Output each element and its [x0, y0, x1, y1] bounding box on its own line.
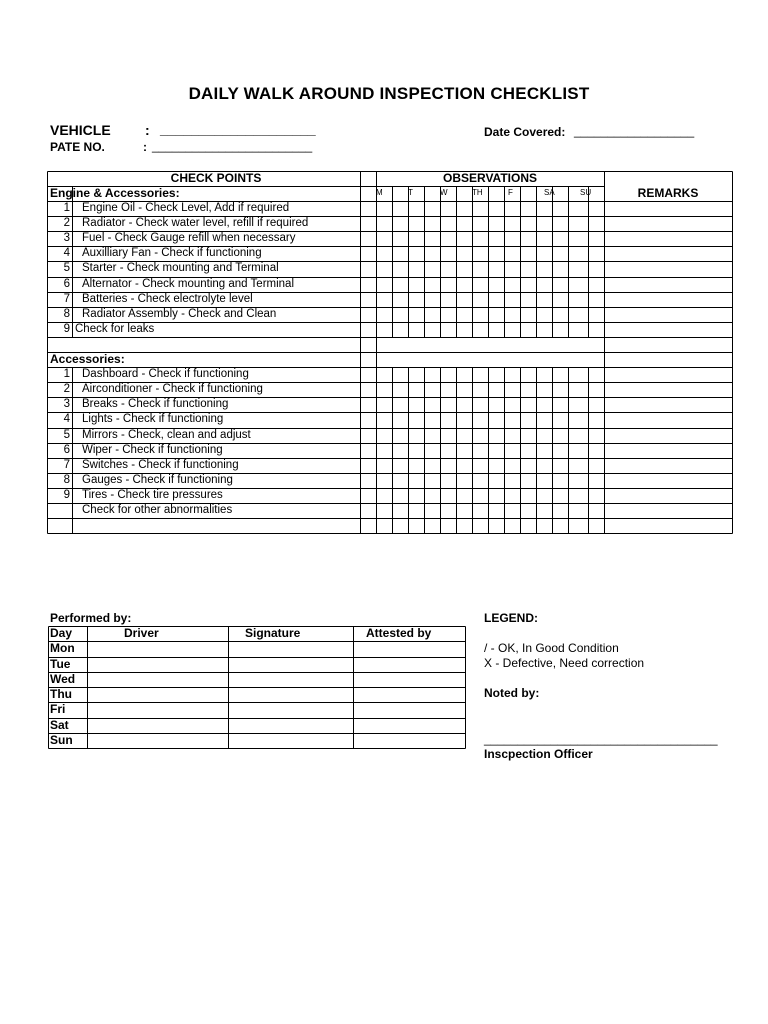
date-covered-field[interactable]: __________________: [574, 124, 695, 138]
checkpoint-item: Wiper - Check if functioning: [82, 444, 223, 456]
checkpoint-item: Mirrors - Check, clean and adjust: [82, 429, 251, 441]
checkpoint-item: Radiator Assembly - Check and Clean: [82, 308, 277, 320]
row-number: 4: [63, 247, 70, 259]
vehicle-label: VEHICLE: [50, 122, 111, 138]
row-number: 2: [63, 383, 70, 395]
pate-label: PATE NO.: [50, 140, 105, 154]
checkpoint-item: Dashboard - Check if functioning: [82, 368, 249, 380]
checkpoint-item: Lights - Check if functioning: [82, 413, 224, 425]
checkpoint-item: Starter - Check mounting and Terminal: [82, 262, 279, 274]
pate-field[interactable]: ________________________: [152, 139, 313, 153]
officer-signature-line[interactable]: ___________________________________: [484, 732, 718, 746]
row-number: 1: [63, 202, 70, 214]
performed-day-mon: Mon: [50, 641, 75, 655]
col-header-observations: OBSERVATIONS: [442, 171, 537, 185]
inspection-officer-label: Inscpection Officer: [484, 747, 593, 761]
row-number: 5: [63, 262, 70, 274]
vehicle-field[interactable]: ____________________: [160, 121, 316, 137]
date-covered-label: Date Covered:: [484, 125, 566, 139]
day-header-m: M: [376, 188, 383, 197]
row-number: 8: [63, 308, 70, 320]
row-number: 8: [63, 474, 70, 486]
day-header-su: SU: [580, 188, 592, 197]
performed-header-signature: Signature: [245, 626, 301, 640]
row-number: 9: [63, 489, 70, 501]
page-title: DAILY WALK AROUND INSPECTION CHECKLIST: [188, 84, 590, 103]
row-number: 2: [63, 217, 70, 229]
checkpoint-item: Engine Oil - Check Level, Add if required: [82, 202, 290, 214]
row-number: 3: [63, 232, 70, 244]
row-number: 1: [63, 368, 70, 380]
legend-ok: / - OK, In Good Condition: [484, 641, 619, 655]
legend-title: LEGEND:: [484, 611, 538, 625]
row-number: 7: [63, 459, 70, 471]
legend-defective: X - Defective, Need correction: [484, 656, 645, 670]
checkpoint-item: Radiator - Check water level, refill if required: [82, 217, 309, 229]
row-number: 7: [63, 293, 70, 305]
performed-by-title: Performed by:: [50, 611, 132, 625]
section-accessories-title: Accessories:: [50, 352, 125, 366]
checkpoint-item: Gauges - Check if functioning: [82, 474, 233, 486]
row-number: 9: [63, 323, 70, 335]
row-number: 6: [63, 444, 70, 456]
noted-by-label: Noted by:: [484, 686, 540, 700]
row-number: 5: [63, 429, 70, 441]
performed-day-sun: Sun: [50, 733, 73, 747]
day-header-th: TH: [472, 188, 483, 197]
performed-header-attested-by: Attested by: [366, 626, 432, 640]
col-header-checkpoints: CHECK POINTS: [170, 171, 262, 185]
checkpoint-item: Airconditioner - Check if functioning: [82, 383, 263, 395]
performed-header-driver: Driver: [124, 626, 159, 640]
vehicle-colon: :: [145, 122, 150, 138]
day-header-f: F: [508, 188, 513, 197]
checkpoint-item: Check for other abnormalities: [82, 504, 233, 516]
checkpoint-item: Switches - Check if functioning: [82, 459, 239, 471]
performed-day-sat: Sat: [50, 718, 69, 732]
day-header-w: W: [440, 188, 448, 197]
section-engine-title: Engine & Accessories:: [50, 186, 180, 200]
checkpoint-item: Batteries - Check electrolyte level: [82, 293, 253, 305]
checkpoint-item: Check for leaks: [75, 323, 155, 335]
checkpoint-item: Fuel - Check Gauge refill when necessary: [82, 232, 296, 244]
day-header-sa: SA: [544, 188, 555, 197]
performed-day-thu: Thu: [50, 687, 72, 701]
pate-colon: :: [143, 140, 147, 154]
checkpoint-item: Alternator - Check mounting and Terminal: [82, 278, 295, 290]
performed-day-tue: Tue: [50, 657, 71, 671]
col-header-remarks: REMARKS: [637, 186, 699, 200]
performed-day-wed: Wed: [50, 672, 76, 686]
checkpoint-item: Tires - Check tire pressures: [82, 489, 223, 501]
performed-day-fri: Fri: [50, 702, 66, 716]
row-number: 3: [63, 398, 70, 410]
row-number: 6: [63, 278, 70, 290]
checkpoint-item: Auxilliary Fan - Check if functioning: [82, 247, 262, 259]
row-number: 4: [63, 413, 70, 425]
day-header-t: T: [408, 188, 413, 197]
performed-header-day: Day: [50, 626, 73, 640]
checkpoint-item: Breaks - Check if functioning: [82, 398, 229, 410]
